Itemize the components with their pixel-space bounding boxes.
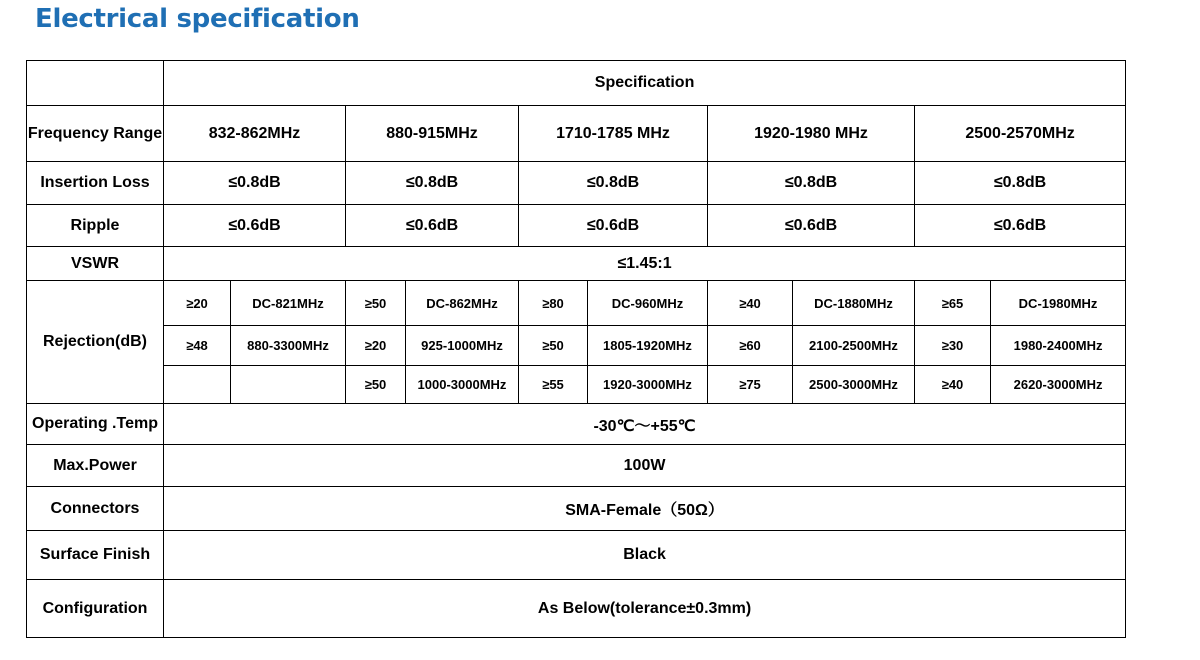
finish-value: Black: [164, 531, 1126, 580]
power-row: [27, 445, 1126, 487]
vswr-row: [27, 247, 1126, 281]
ripple-row: [27, 205, 1126, 247]
value-cell: ≤0.8dB: [915, 162, 1126, 205]
frequency-row: [27, 106, 1126, 162]
temp-row: [27, 404, 1126, 445]
rejection-level: ≥48: [164, 326, 231, 366]
spec-header: Specification: [164, 61, 1126, 106]
temp-value: -30℃～+55℃: [164, 404, 1126, 445]
rejection-level: ≥80: [519, 281, 588, 326]
value-cell: ≤0.8dB: [346, 162, 519, 205]
band-cell: 2500-2570MHz: [915, 106, 1126, 162]
value-cell: ≤0.8dB: [708, 162, 915, 205]
row-label: Rejection(dB): [27, 281, 164, 404]
rejection-range: DC-862MHz: [406, 281, 519, 326]
value-cell: ≤0.6dB: [915, 205, 1126, 247]
rejection-range: [231, 366, 346, 404]
rejection-range: DC-960MHz: [588, 281, 708, 326]
rejection-range: DC-1980MHz: [991, 281, 1126, 326]
rejection-range: 880-3300MHz: [231, 326, 346, 366]
value-cell: ≤0.8dB: [164, 162, 346, 205]
row-label: Frequency Range: [27, 106, 164, 162]
row-label: Insertion Loss: [27, 162, 164, 205]
rejection-range: 2100-2500MHz: [793, 326, 915, 366]
value-cell: ≤0.6dB: [346, 205, 519, 247]
value-cell: ≤0.6dB: [708, 205, 915, 247]
rejection-range: 1805-1920MHz: [588, 326, 708, 366]
band-cell: 1710-1785 MHz: [519, 106, 708, 162]
rejection-range: 1000-3000MHz: [406, 366, 519, 404]
finish-row: [27, 531, 1126, 580]
rejection-level: ≥20: [164, 281, 231, 326]
rejection-level: [164, 366, 231, 404]
rejection-level: ≥50: [346, 366, 406, 404]
rejection-level: ≥55: [519, 366, 588, 404]
corner-cell: [27, 61, 164, 106]
rejection-range: 2500-3000MHz: [793, 366, 915, 404]
power-value: 100W: [164, 445, 1126, 487]
rejection-level: ≥75: [708, 366, 793, 404]
value-cell: ≤0.6dB: [164, 205, 346, 247]
rejection-level: ≥40: [915, 366, 991, 404]
spec-table: [26, 60, 1126, 638]
rejection-row: [27, 281, 1126, 326]
value-cell: ≤0.6dB: [519, 205, 708, 247]
band-cell: 1920-1980 MHz: [708, 106, 915, 162]
rejection-level: ≥50: [346, 281, 406, 326]
page-title: Electrical specification: [35, 4, 360, 34]
rejection-range: DC-821MHz: [231, 281, 346, 326]
rejection-range: 2620-3000MHz: [991, 366, 1126, 404]
row-label: Configuration: [27, 580, 164, 638]
header-row: [27, 61, 1126, 106]
connectors-row: [27, 487, 1126, 531]
band-cell: 832-862MHz: [164, 106, 346, 162]
rejection-range: 925-1000MHz: [406, 326, 519, 366]
config-row: [27, 580, 1126, 638]
rejection-level: ≥65: [915, 281, 991, 326]
vswr-value: ≤1.45:1: [164, 247, 1126, 281]
rejection-level: ≥30: [915, 326, 991, 366]
rejection-level: ≥40: [708, 281, 793, 326]
insertion-loss-row: [27, 162, 1126, 205]
rejection-row: [27, 366, 1126, 404]
row-label: Max.Power: [27, 445, 164, 487]
row-label: Surface Finish: [27, 531, 164, 580]
row-label: Ripple: [27, 205, 164, 247]
rejection-range: 1920-3000MHz: [588, 366, 708, 404]
rejection-range: DC-1880MHz: [793, 281, 915, 326]
row-label: Operating .Temp: [27, 404, 164, 445]
config-value: As Below(tolerance±0.3mm): [164, 580, 1126, 638]
connectors-value: SMA-Female（50Ω）: [164, 487, 1126, 531]
row-label: VSWR: [27, 247, 164, 281]
rejection-level: ≥50: [519, 326, 588, 366]
rejection-level: ≥20: [346, 326, 406, 366]
value-cell: ≤0.8dB: [519, 162, 708, 205]
band-cell: 880-915MHz: [346, 106, 519, 162]
rejection-level: ≥60: [708, 326, 793, 366]
row-label: Connectors: [27, 487, 164, 531]
rejection-range: 1980-2400MHz: [991, 326, 1126, 366]
rejection-row: [27, 326, 1126, 366]
